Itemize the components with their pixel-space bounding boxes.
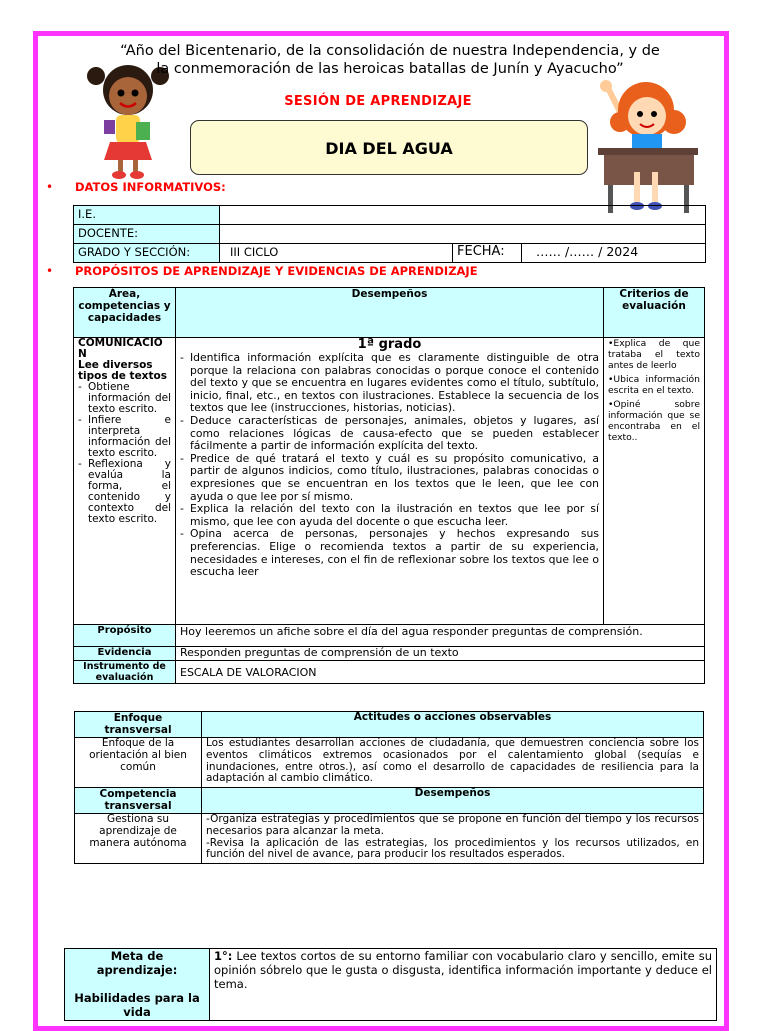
- habilidades-label: Habilidades para la vida: [74, 991, 200, 1019]
- enfoque-header: Enfoque transversal: [75, 712, 202, 738]
- desempeno-item: - Opina acerca de personas, personajes y hechos expresando sus preferencias. Elige o recomienda textos a partir de su experiencia, necesidades e intereses, con el fin de reflexionar sobre los textos que lee o escucha leer: [180, 528, 599, 578]
- section-bullet-icon: •: [46, 180, 54, 194]
- competencia-transversal-header: Competencia transversal: [75, 788, 202, 814]
- capacidad-item: - Reflexiona y evalúa la forma, el contenido y contexto del texto escrito.: [78, 459, 171, 525]
- desempeno-item: - Deduce características de personajes, animales, objetos y lugares, así como relaciones lógicas de causa-efecto que se pueden establecer fácilmente a partir de información explícita del texto.: [180, 415, 599, 453]
- criterio-item: •Opiné sobre información que se encontraba en el texto..: [608, 399, 700, 443]
- evidencia-label: Evidencia: [74, 647, 176, 661]
- section-bullet-icon: •: [46, 264, 54, 278]
- meta-table: [64, 948, 717, 1021]
- session-title: SESIÓN DE APRENDIZAJE: [284, 94, 472, 109]
- enfoque-table: [74, 711, 704, 864]
- girl-with-books-illustration: [86, 62, 170, 182]
- meta-grade-tag: 1°:: [214, 949, 233, 963]
- desempeno-item: - Identifica información explícita que es claramente distinguible de otra porque la relaciona con palabras conocidas o porque conoce el contenido del texto y que se encuentra en lugares evidentes como el título, subtítulo, inicio, final, etc., en textos con ilustraciones. Establece la secuencia de los textos que lee (instrucciones, historias, noticias).: [180, 352, 599, 415]
- desempenos-cell: [176, 338, 604, 625]
- fecha-label: FECHA:: [453, 244, 522, 263]
- meta-label: Meta de aprendizaje:: [96, 949, 178, 977]
- enfoque-text: Los estudiantes desarrollan acciones de ciudadanía, que demuestren conciencia sobre los eventos climáticos extremos ocasionados por el calentamiento global (sequías e inundaciones, entre otros.), así como el desarrollo de capacidades de resiliencia para la adaptación al cambio climático.: [202, 738, 704, 788]
- desempeno-item: - Explica la relación del texto con la ilustración en textos que lee por sí mismo, que lee con ayuda del docente o que escucha leer.: [180, 503, 599, 528]
- ie-value: [220, 206, 706, 225]
- proposito-value: Hoy leeremos un afiche sobre el día del agua responder preguntas de comprensión.: [176, 625, 705, 647]
- actitudes-header: Actitudes o acciones observables: [202, 712, 704, 738]
- fecha-value: …… /…… / 2024: [522, 244, 706, 263]
- desempenos-list: [180, 352, 599, 579]
- desempeno-item: - Predice de qué tratará el texto y cuál es su propósito comunicativo, a partir de algunos indicios, como título, ilustraciones, palabras conocidas o expresiones que se encuentran en los textos que le leen, que lee con ayuda o que lee por sí mismo.: [180, 453, 599, 503]
- criterios-cell: [604, 338, 705, 625]
- ie-label: I.E.: [74, 206, 220, 225]
- meta-text: Lee textos cortos de su entorno familiar con vocabulario claro y sencillo, emite su opinión sóbrelo que le gusta o disgusta, identifica información importante y deduce el tema.: [214, 949, 712, 991]
- competencia-desempeno-2: -Revisa la aplicación de las estrategias, los procedimientos y los recursos utilizados, en función del nivel de avance, para producir los resultados esperados.: [206, 836, 699, 861]
- propositos-table: [73, 287, 705, 684]
- meta-text-cell: [210, 949, 717, 1021]
- lesson-title: DIA DEL AGUA: [325, 139, 453, 158]
- motto: [80, 42, 700, 78]
- section-propositos: PROPÓSITOS DE APRENDIZAJE Y EVIDENCIAS DE APRENDIZAJE: [75, 264, 478, 278]
- criterio-item: •Explica de que trataba el texto antes de leerlo: [608, 338, 700, 371]
- col-header-criterios: Criterios de evaluación: [604, 288, 705, 338]
- meta-label-cell: [65, 949, 210, 1021]
- competencia-desempeno-1: -Organiza estrategias y procedimientos que se propone en función del tiempo y los recursos necesarios para alcanzar la meta.: [206, 813, 699, 837]
- instrumento-value: ESCALA DE VALORACION: [176, 661, 705, 684]
- col-header-area: Área, competencias y capacidades: [74, 288, 176, 338]
- enfoque-name: Enfoque de la orientación al bien común: [75, 738, 202, 788]
- docente-value: [220, 225, 706, 244]
- grado-value: III CICLO: [220, 244, 453, 263]
- docente-label: DOCENTE:: [74, 225, 220, 244]
- capacidades-list: [78, 382, 171, 525]
- capacidad-item: - Infiere e interpreta información del texto escrito.: [78, 415, 171, 459]
- proposito-label: Propósito: [74, 625, 176, 647]
- grado-label: GRADO Y SECCIÓN:: [74, 244, 220, 263]
- capacidad-item: - Obtiene información del texto escrito.: [78, 382, 171, 415]
- area-name: COMUNICACION: [78, 337, 163, 360]
- motto-line-2: la conmemoración de las heroicas batallas de Junín y Ayacucho”: [156, 61, 624, 77]
- competencia-name: Lee diversos tipos de textos: [78, 359, 167, 382]
- area-cell: [74, 338, 176, 625]
- competencia-transversal-text: [202, 814, 704, 864]
- competencia-transversal-name: Gestiona su aprendizaje de manera autónoma: [75, 814, 202, 864]
- criterio-item: •Ubica información escrita en el texto.: [608, 374, 700, 396]
- girl-at-desk-illustration: [592, 72, 716, 216]
- evidencia-value: Responden preguntas de comprensión de un texto: [176, 647, 705, 661]
- grade-heading: 1ª grado: [357, 337, 422, 352]
- section-datos-informativos: DATOS INFORMATIVOS:: [75, 180, 226, 194]
- info-table: [73, 205, 706, 263]
- motto-line-1: “Año del Bicentenario, de la consolidación de nuestra Independencia, y de: [120, 43, 660, 59]
- instrumento-label: Instrumento de evaluación: [74, 661, 176, 684]
- col-header-desempenos: Desempeños: [176, 288, 604, 338]
- desempenos-transversal-header: Desempeños: [202, 788, 704, 814]
